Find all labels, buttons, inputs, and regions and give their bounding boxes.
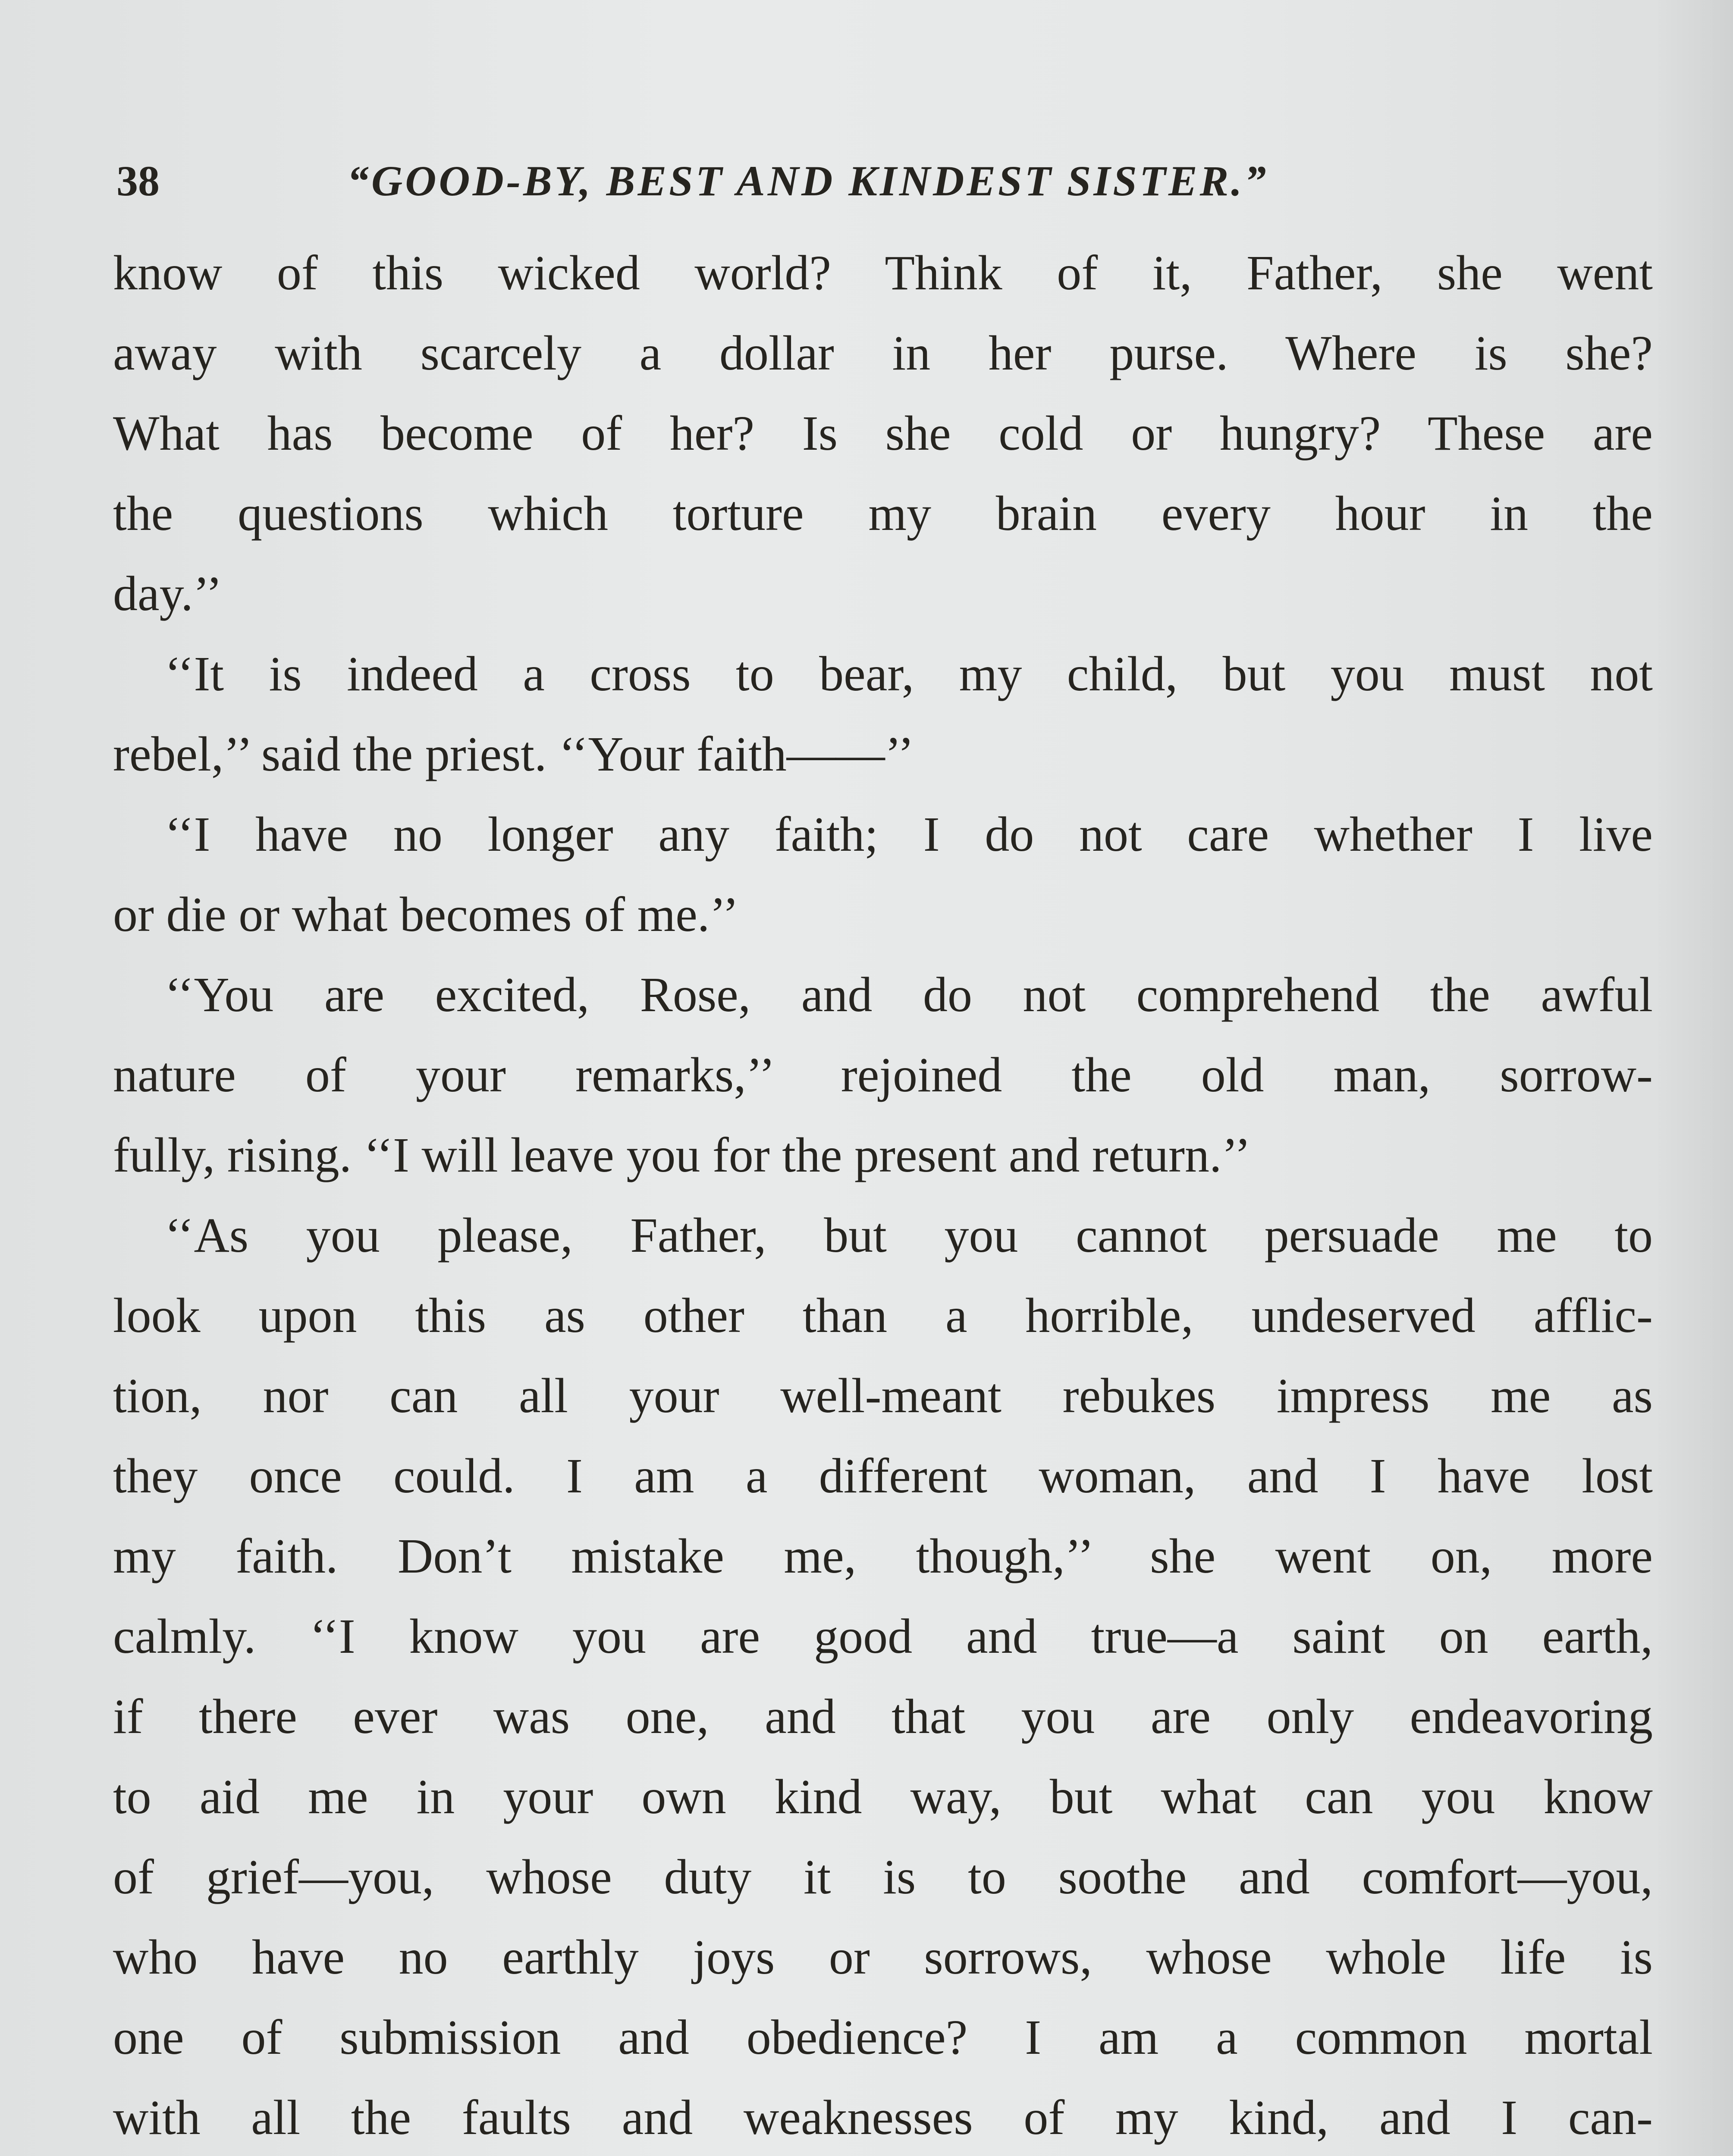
text-line: fully, rising. ‘‘I will leave you for the present and return.’’ [113, 1128, 1251, 1182]
text-line: look upon this as other than a horrible, undeserved afflic- [113, 1288, 1653, 1343]
text-line: calmly. ‘‘I know you are good and true—a saint on earth, [113, 1609, 1653, 1664]
text-line: one of submission and obedience? I am a common mortal [113, 2010, 1653, 2065]
text-line: the questions which torture my brain every hour in the [113, 486, 1653, 541]
running-head [116, 149, 1462, 213]
text-line: or die or what becomes of me.’’ [113, 887, 739, 942]
text-line: ‘‘I have no longer any faith; I do not care whether I live [165, 807, 1653, 862]
text-line: What has become of her? Is she cold or hungry? These are [113, 406, 1653, 461]
text-line: nature of your remarks,’’ rejoined the old man, sorrow- [113, 1047, 1653, 1102]
text-line: who have no earthly joys or sorrows, whose whole life is [113, 1930, 1653, 1984]
text-line: know of this wicked world? Think of it, Father, she went [113, 245, 1653, 300]
text-line: away with scarcely a dollar in her purse. Where is she? [113, 326, 1653, 380]
page-number: 38 [116, 157, 160, 205]
text-line: tion, nor can all your well-meant rebukes impress me as [113, 1368, 1653, 1423]
text-line: to aid me in your own kind way, but what can you know [113, 1769, 1653, 1824]
text-line: they once could. I am a different woman, and I have lost [113, 1448, 1653, 1503]
text-line: ‘‘As you please, Father, but you cannot persuade me to [165, 1208, 1653, 1263]
text-line: of grief—you, whose duty it is to soothe and comfort—you, [113, 1849, 1653, 1904]
text-line: day.’’ [113, 566, 223, 621]
text-line: my faith. Don’t mistake me, though,’’ she went on, more [113, 1529, 1653, 1583]
text-line: rebel,’’ said the priest. ‘‘Your faith——’’ [113, 727, 914, 781]
chapter-title: “GOOD-BY, BEST AND KINDEST SISTER.” [347, 157, 1269, 205]
text-line: ‘‘You are excited, Rose, and do not comprehend the awful [165, 967, 1653, 1022]
text-line: with all the faults and weaknesses of my kind, and I can- [113, 2090, 1653, 2145]
text-line: if there ever was one, and that you are only endeavoring [113, 1689, 1653, 1744]
body-text [113, 233, 1653, 2156]
text-line: ‘‘It is indeed a cross to bear, my child, but you must not [165, 646, 1653, 701]
